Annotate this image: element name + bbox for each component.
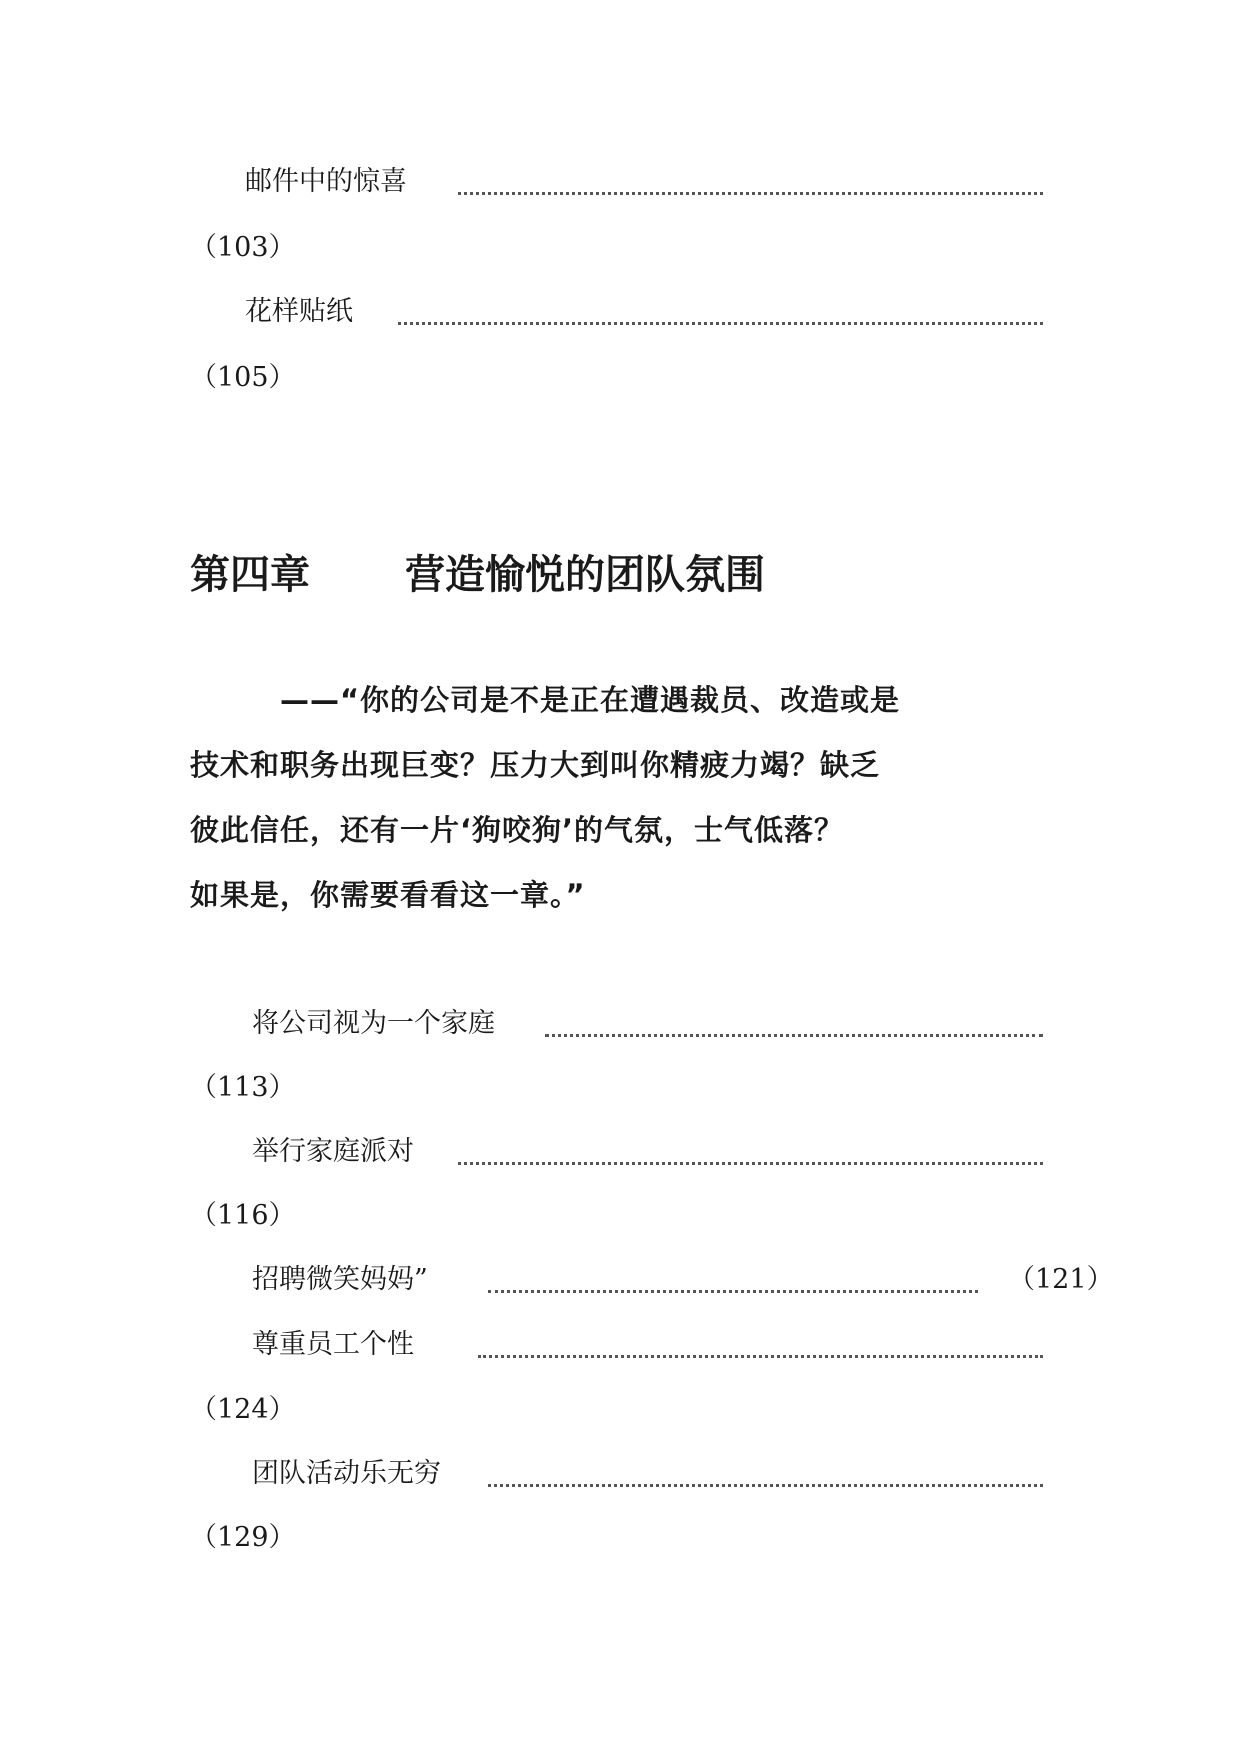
chapter-title: 营造愉悦的团队氛围 (405, 552, 765, 598)
toc-entry-page: （105） (190, 362, 296, 393)
dot-leader (488, 1290, 978, 1293)
chapter-heading (190, 548, 765, 602)
toc-entry-page: （124） (190, 1394, 296, 1425)
toc-entry-page: （113） (190, 1072, 296, 1103)
toc-entry (0, 1128, 1241, 1176)
toc-entry-page: （116） (190, 1200, 296, 1231)
dot-leader (545, 1034, 1043, 1037)
toc-entry-page: （129） (190, 1522, 296, 1553)
toc-entry-page: （121） (1008, 1264, 1114, 1295)
toc-entry (0, 1321, 1241, 1369)
toc-entry (0, 288, 1241, 336)
epigraph-line: ——“你的公司是不是正在遭遇裁员、改造或是 (280, 683, 901, 717)
toc-entry (0, 158, 1241, 206)
toc-entry-title: 花样贴纸 (245, 296, 353, 327)
toc-entry (0, 1256, 1241, 1304)
chapter-number: 第四章 (190, 552, 310, 598)
toc-entry-title: 邮件中的惊喜 (245, 166, 407, 197)
toc-entry-title: 尊重员工个性 (252, 1329, 414, 1360)
toc-entry-title: 举行家庭派对 (252, 1136, 414, 1167)
dot-leader (488, 1484, 1043, 1487)
toc-entry-title: 将公司视为一个家庭 (252, 1008, 495, 1039)
toc-entry-title: 招聘微笑妈妈” (252, 1264, 428, 1295)
toc-entry (0, 1000, 1241, 1048)
toc-entry-title: 团队活动乐无穷 (252, 1458, 441, 1489)
epigraph-line: 彼此信任，还有一片‘狗咬狗’的气氛，士气低落？ (190, 813, 845, 847)
epigraph-line: 如果是，你需要看看这一章。” (190, 878, 586, 912)
dot-leader (458, 1162, 1043, 1165)
toc-entry-page: （103） (190, 232, 296, 263)
dot-leader (398, 322, 1043, 325)
dot-leader (458, 192, 1043, 195)
toc-entry (0, 1450, 1241, 1498)
epigraph-line: 技术和职务出现巨变？压力大到叫你精疲力竭？缺乏 (190, 748, 881, 782)
dot-leader (478, 1355, 1043, 1358)
